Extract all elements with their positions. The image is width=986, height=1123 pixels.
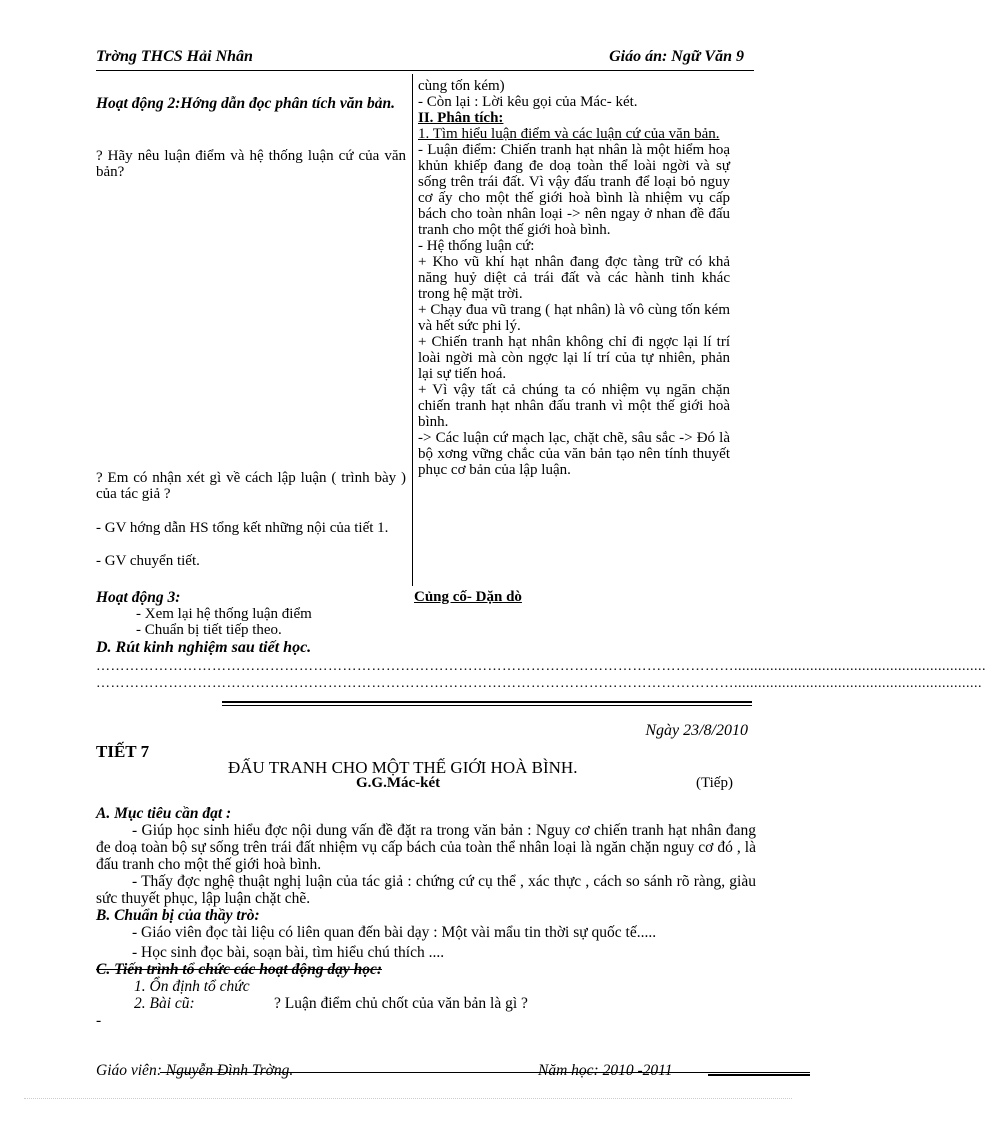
left-question-2: ? Em có nhận xét gì về cách lập luận ( trình bày ) của tác giả ? (96, 470, 406, 502)
section-a (96, 805, 756, 1029)
left-question-1: ? Hãy nêu luận điểm và hệ thống luận cứ của văn bản? (96, 148, 406, 180)
dotted-line-2: …………………………………………………………………………………………………………………….............................................................. (96, 676, 982, 691)
section-c-dash: - (96, 1012, 102, 1029)
footer-rule (160, 1072, 810, 1073)
header-subject: Giáo án: Ngữ Văn 9 (609, 48, 744, 65)
left-gv-1: - GV hớng dẫn HS tổng kết những nội của tiết 1. (96, 520, 389, 536)
header-rule (96, 70, 754, 71)
section-a-heading: A. Mục tiêu cần đạt : (96, 805, 232, 822)
footer-rule-thick (708, 1074, 810, 1076)
nhan-xet: -> Các luận cứ mạch lạc, chặt chẽ, sâu sắc -> Đó là bộ xơng vững chắc của văn bản tạo nên tính thuyết phục cơ bản của lập luận. (418, 430, 730, 478)
separator-rule-thin (222, 705, 752, 706)
section-a-para-2: - Thấy đợc nghệ thuật nghị luận của tác giả : chứng cứ cụ thể , xác thực , cách so sánh rõ ràng, giàu sức thuyết phục, lập luận chặt chẽ. (96, 873, 756, 907)
section-b-para-2: - Học sinh đọc bài, soạn bài, tìm hiểu chú thích .... (132, 944, 445, 961)
right-line-2: - Còn lại : Lời kêu gọi của Mác- két. (418, 94, 638, 110)
separator-rule (222, 701, 752, 703)
hoat-dong-3-item-1: - Xem lại hệ thống luận điểm (136, 606, 312, 622)
left-hoat-dong-2 (96, 96, 406, 112)
section-c-item-2: 2. Bài cũ: ? Luận điểm chủ chốt của văn bản là gì ? (134, 995, 528, 1012)
lesson-author: G.G.Mác-két (356, 775, 441, 791)
luan-cu-2: + Chạy đua vũ trang ( hạt nhân) là vô cùng tốn kém và hết sức phi lý. (418, 302, 730, 334)
phan-tich-heading: II. Phân tích: (418, 110, 504, 126)
cung-co-heading: Củng cố- Dặn dò (414, 589, 522, 605)
section-d-heading: D. Rút kinh nghiệm sau tiết học. (96, 639, 312, 656)
he-thong-luan-cu: - Hệ thống luận cứ: (418, 238, 535, 254)
hoat-dong-2-title: Hoạt động 2:Hớng dẫn đọc phân tích văn bản. (96, 95, 395, 112)
tim-hieu-heading: 1. Tìm hiểu luận điểm và các luận cứ của văn bản. (418, 126, 720, 142)
hoat-dong-3-item-2: - Chuẩn bị tiết tiếp theo. (136, 622, 282, 638)
footer-year: Năm học: 2010 -2011 (538, 1062, 673, 1079)
section-b-para-1: - Giáo viên đọc tài liệu có liên quan đến bài dạy : Một vài mẩu tin thời sự quốc tế..... (132, 924, 657, 941)
luan-diem: - Luận điểm: Chiến tranh hạt nhân là một hiểm hoạ khủn khiếp đang đe doạ toàn thể loài ngời và sự sống trên trái đất. Vì vậy đấu tranh để loại bỏ nguy cơ ấy cho một thế giới hoà bình là nhiệm vụ cấp bách cho toàn nhân loại -> nên ngay ở nhan đề đấu tranh cho một thế giới hoà bình. (418, 142, 730, 238)
lesson-date: Ngày 23/8/2010 (645, 722, 748, 739)
dotted-line-1: ……………………………………………………………………………………………………………………............................................................... (96, 659, 986, 674)
right-column (418, 78, 730, 478)
page-bottom-edge (24, 1098, 792, 1099)
left-gv-2: - GV chuyển tiết. (96, 553, 200, 569)
lesson-number: TIẾT 7 (96, 742, 150, 761)
luan-cu-4: + Vì vậy tất cả chúng ta có nhiệm vụ ngăn chặn chiến tranh hạt nhân đấu tranh vì một thế giới hoà bình. (418, 382, 730, 430)
column-divider (412, 74, 413, 586)
luan-cu-3: + Chiến tranh hạt nhân không chỉ đi ngợc lại lí trí loài ngời mà còn ngợc lại lí trí của tự nhiên, phản lại sự tiến hoá. (418, 334, 730, 382)
hoat-dong-3-title: Hoạt động 3: (96, 589, 181, 606)
section-c-heading: C. Tiến trình tổ chức các hoạt động dạy học: (96, 961, 382, 978)
footer-teacher: Giáo viên: Nguyễn Đình Trờng. (96, 1062, 294, 1079)
lesson-continued: (Tiếp) (696, 775, 733, 791)
section-a-para-1: - Giúp học sinh hiểu đợc nội dung vấn đề đặt ra trong văn bản : Nguy cơ chiến tranh hạt nhân đang đe doạ toàn bộ sự sống trên trái đất nhiệm vụ cấp bách của toàn thể nhân loại là ngăn chặn nguy cơ đó , là đấu tranh cho một thế giới hoà bình. (96, 822, 756, 873)
right-line-1: cùng tốn kém) (418, 78, 505, 94)
lesson-title: ĐẤU TRANH CHO MỘT THẾ GIỚI HOÀ BÌNH. (228, 758, 578, 777)
section-c-item-1: 1. Ổn định tổ chức (134, 978, 250, 995)
header-school: Trờng THCS Hải Nhân (96, 48, 253, 65)
luan-cu-1: + Kho vũ khí hạt nhân đang đợc tàng trữ có khả năng huỷ diệt cả trái đất và các hành tinh khác trong hệ mặt trời. (418, 254, 730, 302)
section-b-heading: B. Chuẩn bị của thầy trò: (96, 907, 260, 924)
